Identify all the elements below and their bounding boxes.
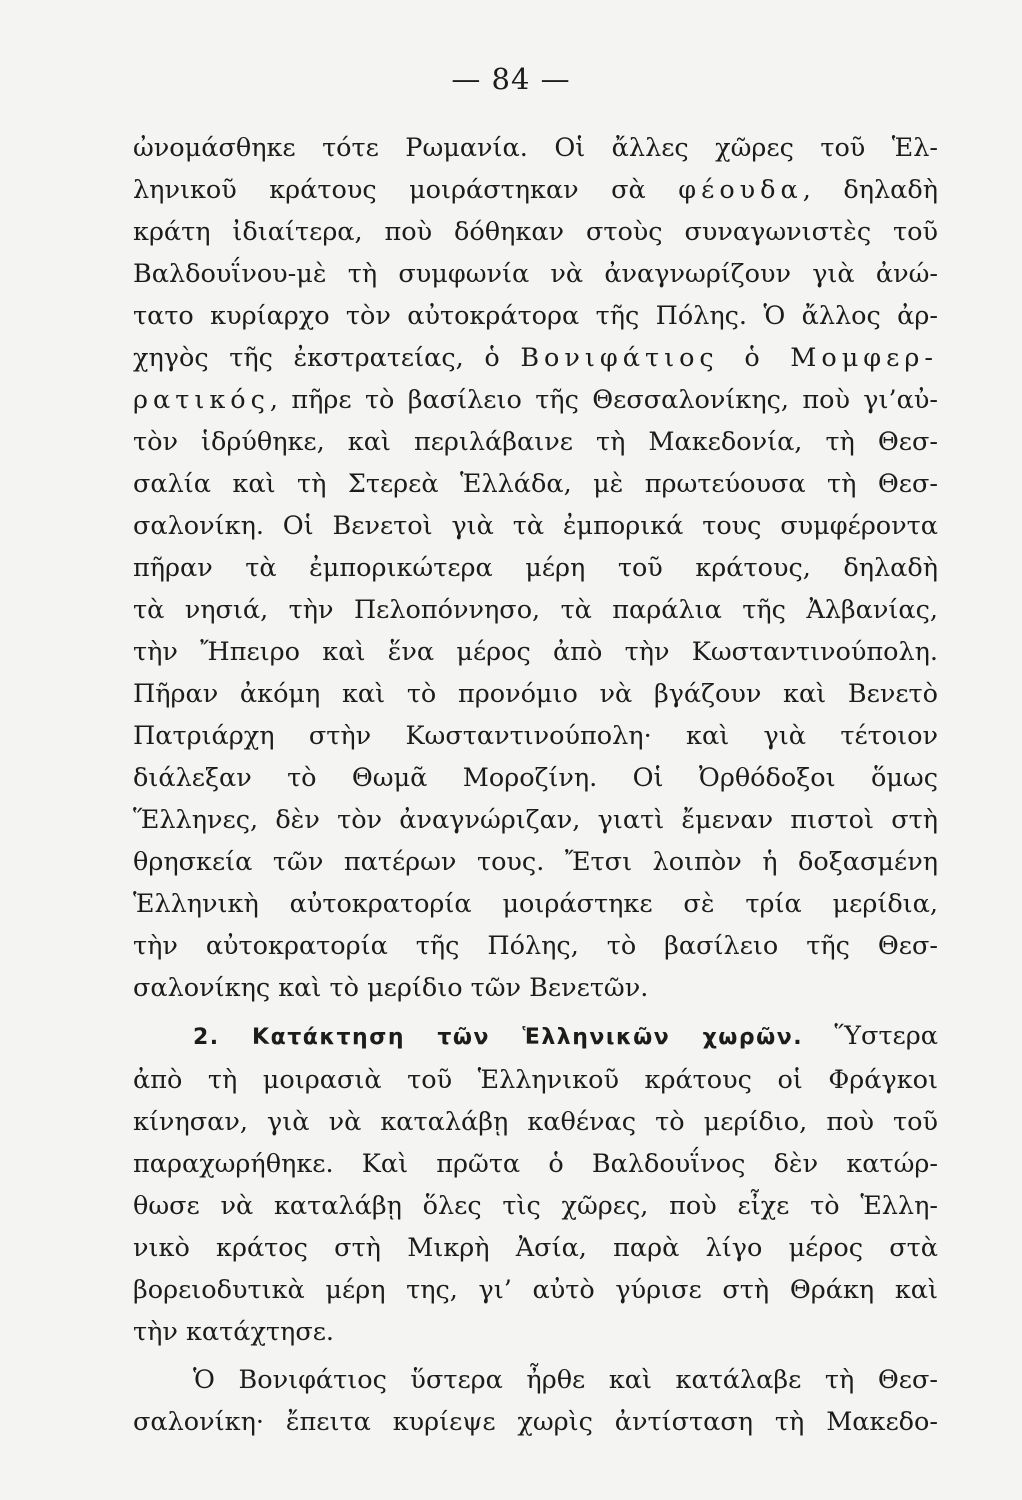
- text-segment: Ὕστερα: [803, 1021, 938, 1051]
- text-segment: ληνικοῦ κράτους μοιράστηκαν σὰ: [133, 175, 679, 205]
- text-line: Πῆραν ἀκόμη καὶ τὸ προνόμιο νὰ βγάζουν καὶ Βενετὸ: [133, 679, 938, 709]
- spaced-term: Βονιφάτιος ὁ Μομφερ-: [520, 343, 938, 373]
- text-line: τὴν Ἤπειρο καὶ ἕνα μέρος ἀπὸ τὴν Κωσταντινούπολη.: [133, 637, 938, 667]
- text-line: θωσε νὰ καταλάβῃ ὅλες τὶς χῶρες, ποὺ εἶχε τὸ Ἑλλη-: [133, 1191, 938, 1221]
- text-line: ὠνομάσθηκε τότε Ρωμανία. Οἱ ἄλλες χῶρες τοῦ Ἑλ-: [133, 133, 938, 163]
- page-number: — 84 —: [451, 62, 571, 96]
- text-line: Ἑλληνικὴ αὐτοκρατορία μοιράστηκε σὲ τρία μερίδια,: [133, 889, 938, 919]
- spaced-term: φέουδα: [678, 175, 803, 205]
- text-line: τὰ νησιά, τὴν Πελοπόννησο, τὰ παράλια τῆς Ἀλβανίας,: [133, 595, 938, 625]
- text-line: τὴν κατάχτησε.: [133, 1317, 335, 1347]
- text-line: τατο κυρίαρχο τὸν αὐτοκράτορα τῆς Πόλης. Ὁ ἄλλος ἀρ-: [133, 301, 938, 331]
- text-line: τὸν ἱδρύθηκε, καὶ περιλάβαινε τὴ Μακεδονία, τὴ Θεσ-: [133, 427, 938, 457]
- text-segment: , δηλαδὴ: [802, 175, 938, 205]
- text-line: διάλεξαν τὸ Θωμᾶ Μοροζίνη. Οἱ Ὀρθόδοξοι ὅμως: [133, 763, 938, 793]
- text-segment: , πῆρε τὸ βασίλειο τῆς Θεσσαλονίκης, ποὺ γι’αὐ-: [269, 385, 938, 415]
- text-line: ἀπὸ τὴ μοιρασιὰ τοῦ Ἑλληνικοῦ κράτους οἱ Φράγκοι: [133, 1065, 938, 1095]
- text-line: τὴν αὐτοκρατορία τῆς Πόλης, τὸ βασίλειο τῆς Θεσ-: [133, 931, 938, 961]
- text-line: παραχωρήθηκε. Καὶ πρῶτα ὁ Βαλδουΐνος δὲν κατώρ-: [133, 1149, 938, 1179]
- text-line: σαλονίκης καὶ τὸ μερίδιο τῶν Βενετῶν.: [133, 973, 649, 1003]
- section-heading: 2. Κατάκτηση τῶν Ἑλληνικῶν χωρῶν.: [193, 1025, 804, 1050]
- text-line: Βαλδουΐνου-μὲ τὴ συμφωνία νὰ ἀναγνωρίζουν γιὰ ἀνώ-: [133, 259, 938, 289]
- spaced-term: ρατικός: [133, 385, 270, 415]
- text-line: σαλονίκη. Οἱ Βενετοὶ γιὰ τὰ ἐμπορικά τους συμφέροντα: [133, 511, 938, 541]
- text-line: Ἕλληνες, δὲν τὸν ἀναγνώριζαν, γιατὶ ἔμεναν πιστοὶ στὴ: [133, 805, 938, 835]
- text-line: βορειοδυτικὰ μέρη της, γι’ αὐτὸ γύρισε στὴ Θράκη καὶ: [133, 1275, 938, 1305]
- text-line: Ὁ Βονιφάτιος ὕστερα ἦρθε καὶ κατάλαβε τὴ Θεσ-: [193, 1365, 938, 1395]
- text-segment: χηγὸς τῆς ἐκστρατείας, ὁ: [133, 343, 521, 373]
- text-line: σαλία καὶ τὴ Στερεὰ Ἑλλάδα, μὲ πρωτεύουσα τὴ Θεσ-: [133, 469, 938, 499]
- text-line: κίνησαν, γιὰ νὰ καταλάβῃ καθένας τὸ μερίδιο, ποὺ τοῦ: [133, 1107, 938, 1137]
- text-line: σαλονίκη· ἔπειτα κυρίεψε χωρὶς ἀντίσταση τὴ Μακεδο-: [133, 1407, 938, 1437]
- text-line: [133, 170, 938, 210]
- text-line: νικὸ κράτος στὴ Μικρὴ Ἀσία, παρὰ λίγο μέρος στὰ: [133, 1233, 938, 1263]
- text-line: πῆραν τὰ ἐμπορικώτερα μέρη τοῦ κράτους, δηλαδὴ: [133, 553, 938, 583]
- text-line: θρησκεία τῶν πατέρων τους. Ἔτσι λοιπὸν ἡ δοξασμένη: [133, 847, 938, 877]
- text-line: [133, 338, 938, 378]
- text-line: [133, 380, 938, 420]
- text-line: κράτη ἰδιαίτερα, ποὺ δόθηκαν στοὺς συναγωνιστὲς τοῦ: [133, 217, 938, 247]
- text-line: Πατριάρχη στὴν Κωσταντινούπολη· καὶ γιὰ τέτοιον: [133, 721, 938, 751]
- section-heading-line: [193, 1016, 938, 1056]
